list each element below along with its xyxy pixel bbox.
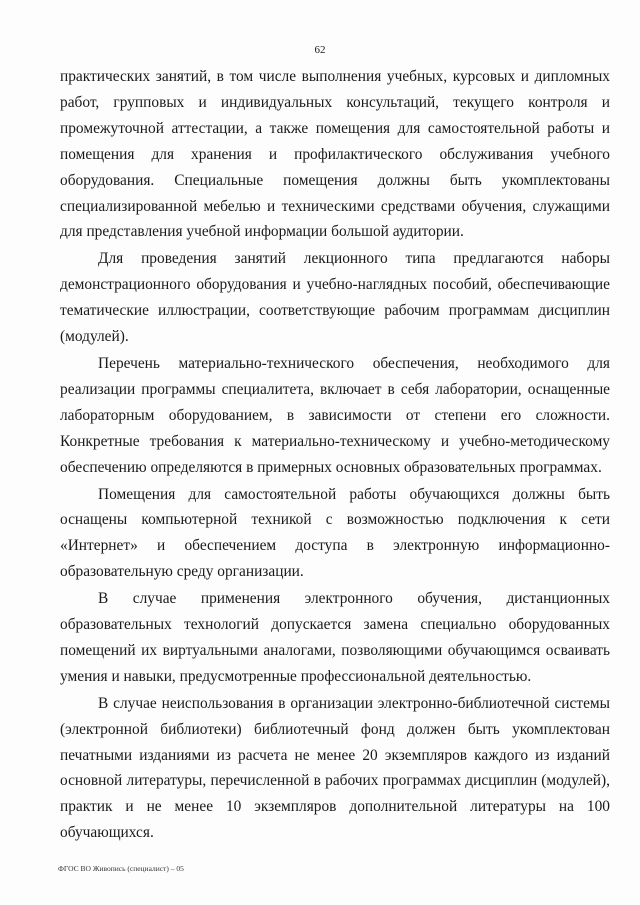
page-footer: ФГОС ВО Живопись (специалист) – 05 xyxy=(58,864,184,873)
paragraph: В случае применения электронного обучения, дистанционных образовательных технологий допускается замена специально оборудованных помещений их виртуальными аналогами, позволяющими обучающимся осваивать умения и навыки, предусмотренные профессиональной деятельностью. xyxy=(60,590,610,685)
paragraph: Для проведения занятий лекционного типа предлагаются наборы демонстрационного оборудования и учебно-наглядных пособий, обеспечивающие тематические иллюстрации, соответствующие рабочим программам дисциплин (модулей). xyxy=(60,250,610,346)
page-number: 62 xyxy=(314,44,326,56)
paragraph: практических занятий, в том числе выполнения учебных, курсовых и дипломных работ, групповых и индивидуальных консультаций, текущего контроля и промежуточной аттестации, а также помещения для самостоятельной работы и помещения для хранения и профилактического обслуживания учебного оборудования. Специальные помещения должны быть укомплектованы специализированной мебелью и техническими средствами обучения, служащими для представления учебной информации большой аудитории. xyxy=(60,68,610,241)
body-text xyxy=(60,64,610,846)
paragraph: В случае неиспользования в организации электронно-библиотечной системы (электронной библиотеки) библиотечный фонд должен быть укомплектован печатными изданиями из расчета не менее 20 экземпляров каждого из изданий основной литературы, перечисленной в рабочих программах дисциплин (модулей), практик и не менее 10 экземпляров дополнительной литературы на 100 обучающихся. xyxy=(60,694,610,842)
paragraph: Перечень материально-технического обеспечения, необходимого для реализации программы специалитета, включает в себя лаборатории, оснащенные лабораторным оборудованием, в зависимости от степени его сложности. Конкретные требования к материально-техническому и учебно-методическому обеспечению определяются в примерных основных образовательных программах. xyxy=(60,354,610,476)
paragraph: Помещения для самостоятельной работы обучающихся должны быть оснащены компьютерной техникой с возможностью подключения к сети «Интернет» и обеспечением доступа в электронную информационно-образовательную среду организации. xyxy=(60,485,610,581)
